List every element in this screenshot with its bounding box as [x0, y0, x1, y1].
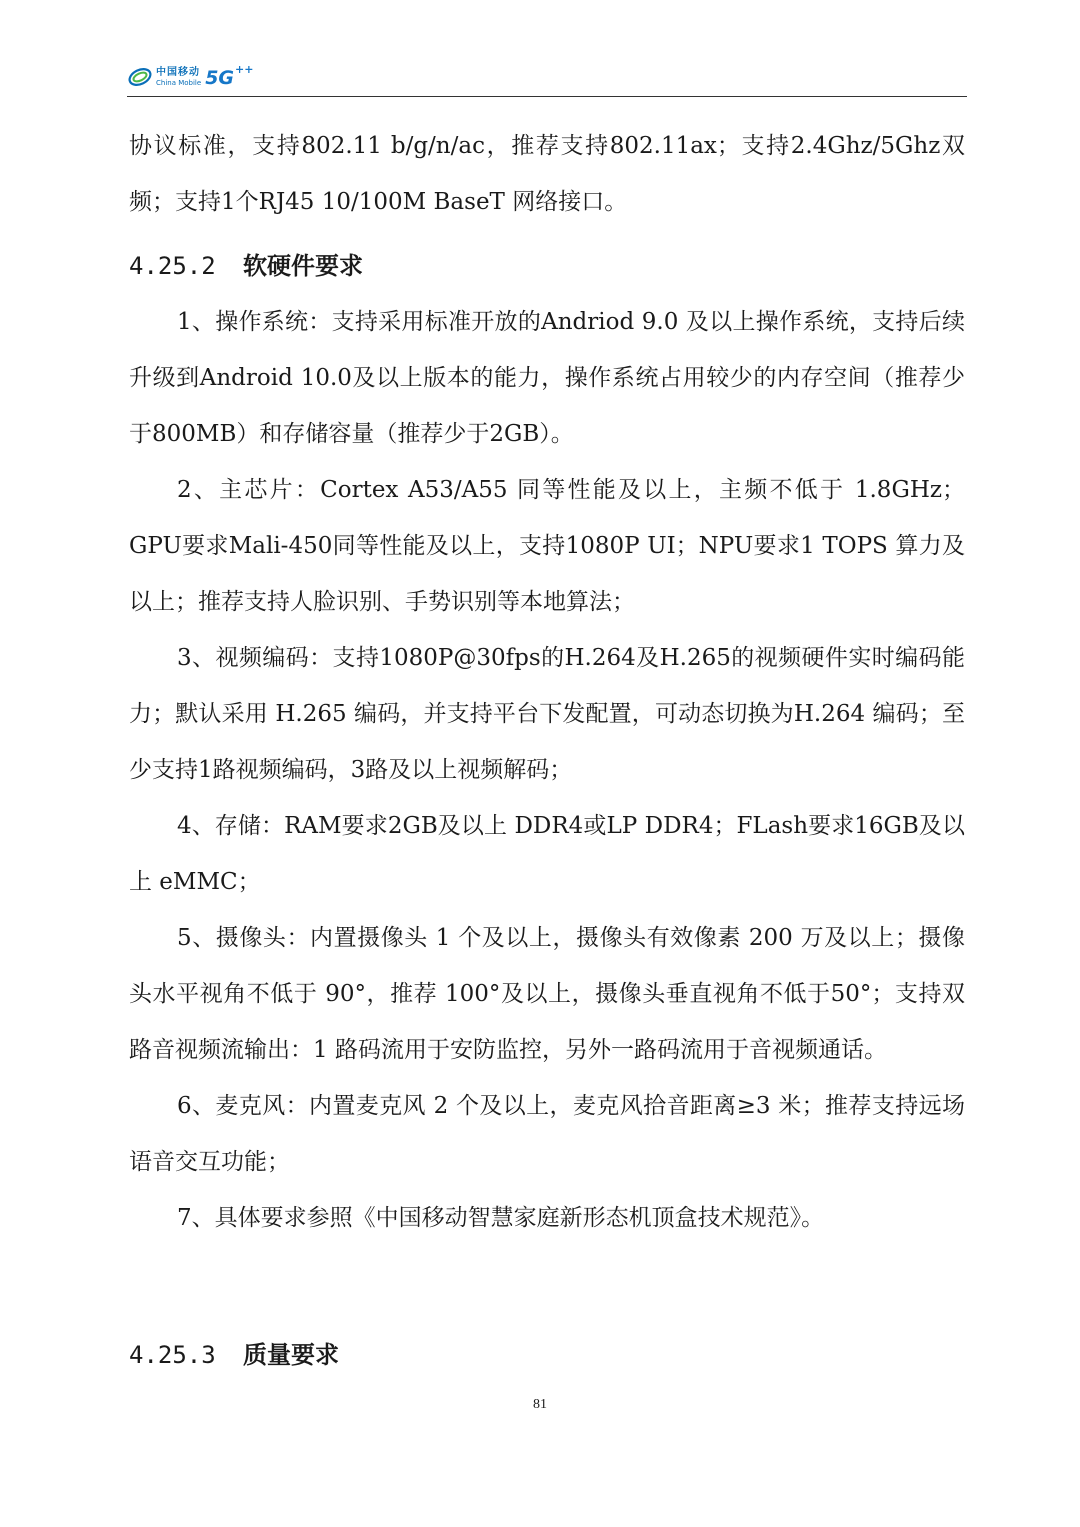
- paragraph-storage: 4、存储：RAM要求2GB及以上 DDR4或LP DDR4；FLash要求16GB及以上 eMMC；: [129, 813, 965, 895]
- china-mobile-logo-icon: [127, 64, 153, 90]
- logo-english-text: China Mobile: [156, 78, 202, 87]
- paragraph-camera: 5、摄像头：内置摄像头 1 个及以上，摄像头有效像素 200 万及以上；摄像头水平视角不低于 90°，推荐 100°及以上，摄像头垂直视角不低于50°；支持双路音视频流输出：1 路码流用于安防监控，另外一路码流用于音视频通话。: [129, 925, 965, 1063]
- section-title: 软硬件要求: [243, 252, 363, 280]
- paragraph-reference: 7、具体要求参照《中国移动智慧家庭新形态机顶盒技术规范》。: [177, 1205, 825, 1231]
- page-header: [127, 58, 967, 97]
- section-number: 4.25.2: [129, 252, 216, 280]
- paragraph-chip: 2、主芯片：Cortex A53/A55 同等性能及以上，主频不低于 1.8GHz；GPU要求Mali-450同等性能及以上，支持1080P UI；NPU要求1 TOPS 算力及以上；推荐支持人脸识别、手势识别等本地算法；: [129, 477, 965, 615]
- paragraph-video-encoding: 3、视频编码：支持1080P@30fps的H.264及H.265的视频硬件实时编码能力；默认采用 H.265 编码，并支持平台下发配置，可动态切换为H.264 编码；至少支持1路视频编码，3路及以上视频解码；: [129, 645, 965, 783]
- page-number: 81: [533, 1397, 547, 1412]
- section-heading-quality: [129, 1327, 339, 1383]
- paragraph-microphone: 6、麦克风：内置麦克风 2 个及以上，麦克风拾音距离≥3 米；推荐支持远场语音交互功能；: [129, 1093, 965, 1175]
- paragraph-os: 1、操作系统：支持采用标准开放的Andriod 9.0 及以上操作系统，支持后续升级到Android 10.0及以上版本的能力，操作系统占用较少的内存空间（推荐少于800MB）和存储容量（推荐少于2GB）。: [129, 309, 965, 447]
- document-body: [129, 118, 965, 1246]
- section-heading-software-hardware: [129, 238, 965, 294]
- china-mobile-logo: [127, 62, 253, 92]
- logo-chinese-text: 中国移动: [156, 66, 200, 78]
- section-title: 质量要求: [243, 1341, 339, 1369]
- logo-5g-text: 5G: [205, 67, 235, 89]
- paragraph-network: 协议标准，支持802.11 b/g/n/ac，推荐支持802.11ax；支持2.4Ghz/5Ghz双频；支持1个RJ45 10/100M BaseT 网络接口。: [129, 133, 965, 215]
- logo-5g-plus: ++: [235, 62, 254, 76]
- section-number: 4.25.3: [129, 1341, 216, 1369]
